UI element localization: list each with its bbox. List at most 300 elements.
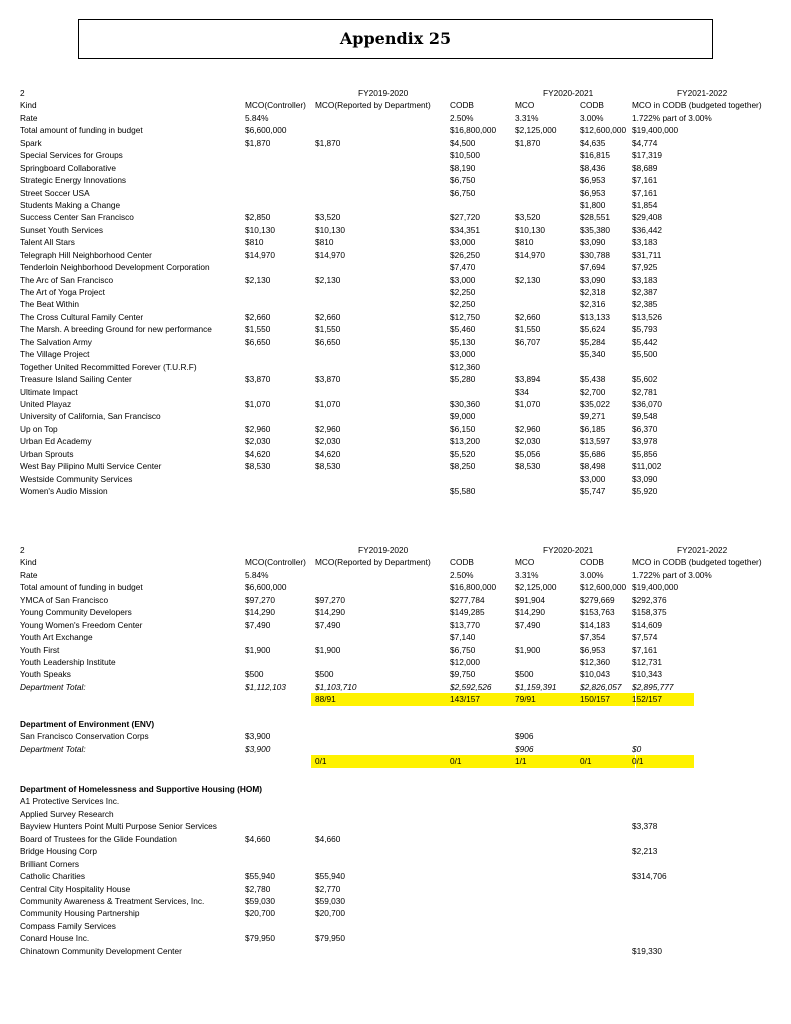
table-cell: A1 Protective Services Inc. — [20, 796, 120, 807]
table-cell: MCO(Controller) — [245, 557, 306, 568]
table-cell: $12,731 — [632, 656, 662, 667]
ratio-row — [20, 755, 780, 767]
table-cell: $14,970 — [515, 249, 545, 260]
table-cell: Together United Recommitted Forever (T.U.R.F) — [20, 361, 197, 372]
table-section-2 — [20, 544, 780, 706]
table-cell: Ultimate Impact — [20, 386, 78, 397]
table-cell: $3,870 — [315, 374, 341, 385]
table-cell: $2,213 — [632, 846, 658, 857]
table-row — [20, 423, 780, 435]
table-cell: $59,030 — [315, 895, 345, 906]
table-cell: 2 — [20, 88, 25, 98]
table-cell: $8,190 — [450, 162, 476, 173]
table-cell: $34 — [515, 386, 529, 397]
table-cell: Students Making a Change — [20, 199, 121, 210]
table-row — [20, 473, 780, 485]
table-cell: $6,750 — [450, 644, 476, 655]
table-cell: 1.722% part of 3.00% — [632, 569, 712, 580]
table-cell: $2,895,777 — [632, 681, 674, 692]
table-row — [20, 730, 780, 742]
table-cell: $11,002 — [632, 461, 662, 472]
table-row — [20, 945, 780, 957]
table-row — [20, 348, 780, 360]
table-cell: $97,270 — [315, 594, 345, 605]
table-cell: $14,290 — [515, 607, 545, 618]
table-row — [20, 619, 780, 631]
table-cell: $3,900 — [245, 743, 271, 754]
table-cell: $29,408 — [632, 212, 662, 223]
table-cell: 5.84% — [245, 569, 269, 580]
table-row — [20, 137, 780, 149]
table-row — [20, 895, 780, 907]
table-row — [20, 870, 780, 882]
table-cell: Youth Speaks — [20, 669, 71, 680]
table-cell: Bayview Hunters Point Multi Purpose Senior Services — [20, 821, 217, 832]
table-cell: $7,490 — [245, 619, 271, 630]
table-cell: $5,793 — [632, 324, 658, 335]
table-cell: $5,520 — [450, 448, 476, 459]
table-cell: $2,826,057 — [580, 681, 622, 692]
table-cell: FY2019-2020 — [358, 88, 409, 98]
table-cell: $59,030 — [245, 895, 275, 906]
table-cell: $1,870 — [315, 137, 341, 148]
table-cell: $3,183 — [632, 274, 658, 285]
table-cell: $79,950 — [315, 933, 345, 944]
table-row — [20, 556, 780, 568]
table-cell: $13,200 — [450, 436, 480, 447]
table-cell: $6,150 — [450, 423, 476, 434]
table-cell: Young Women's Freedom Center — [20, 619, 143, 630]
table-row — [20, 249, 780, 261]
table-cell: 0/1 — [632, 756, 644, 767]
table-cell: $3,378 — [632, 821, 658, 832]
table-cell: $9,000 — [450, 411, 476, 422]
table-cell: The Beat Within — [20, 299, 80, 310]
table-cell: The Arc of San Francisco — [20, 274, 114, 285]
table-cell: $2,318 — [580, 287, 606, 297]
table-cell: 88/91 — [315, 694, 336, 705]
table-cell: $3,894 — [515, 374, 541, 385]
table-cell: $810 — [315, 237, 334, 248]
table-cell: Spark — [20, 137, 42, 148]
table-cell: $19,400,000 — [632, 582, 679, 593]
table-cell: $7,354 — [580, 632, 606, 643]
table-cell: $3,090 — [580, 237, 606, 248]
table-cell: FY2021-2022 — [677, 88, 728, 98]
table-cell: Treasure Island Sailing Center — [20, 374, 132, 385]
table-cell: $8,250 — [450, 461, 476, 472]
table-cell: 0/1 — [450, 756, 462, 767]
table-cell: $153,763 — [580, 607, 615, 618]
table-cell: Sunset Youth Services — [20, 224, 104, 235]
table-cell: $6,185 — [580, 423, 606, 434]
table-cell: $5,460 — [450, 324, 476, 335]
table-cell: Compass Family Services — [20, 920, 116, 931]
table-cell: 0/1 — [580, 756, 592, 767]
table-cell: Department of Homelessness and Supportive Housing (HOM) — [20, 784, 263, 794]
ratio-row — [20, 693, 780, 705]
table-cell: $2,700 — [580, 386, 606, 397]
table-cell: $16,815 — [580, 150, 610, 161]
table-env — [20, 718, 780, 768]
table-cell: $12,360 — [450, 361, 480, 372]
table-cell: $8,498 — [580, 461, 606, 472]
table-cell: $6,370 — [632, 423, 658, 434]
table-cell: $14,609 — [632, 619, 662, 630]
table-cell: $1,550 — [515, 324, 541, 335]
table-cell: Youth Leadership Institute — [20, 656, 116, 667]
table-cell: $10,343 — [632, 669, 662, 680]
department-heading — [20, 718, 780, 730]
table-cell: $3,520 — [315, 212, 341, 223]
table-row — [20, 323, 780, 335]
table-cell: MCO — [515, 557, 535, 568]
table-cell: 3.31% — [515, 569, 539, 580]
table-cell: $10,043 — [580, 669, 610, 680]
table-cell: $5,500 — [632, 349, 658, 360]
table-cell: $2,960 — [245, 423, 271, 434]
table-cell: West Bay Pilipino Multi Service Center — [20, 461, 162, 472]
table-cell: $36,442 — [632, 224, 662, 235]
table-cell: $20,700 — [315, 908, 345, 919]
table-cell: $314,706 — [632, 871, 667, 882]
table-cell: $6,953 — [580, 644, 606, 655]
table-cell: $8,436 — [580, 162, 606, 173]
table-cell: $2,130 — [245, 274, 271, 285]
table-row — [20, 149, 780, 161]
table-cell: Bridge Housing Corp — [20, 846, 98, 857]
table-cell: Youth Art Exchange — [20, 632, 93, 643]
table-cell: Special Services for Groups — [20, 150, 123, 161]
table-row — [20, 311, 780, 323]
table-cell: MCO(Reported by Department) — [315, 557, 431, 568]
table-cell: $2,030 — [515, 436, 541, 447]
table-row — [20, 386, 780, 398]
table-cell: $2,125,000 — [515, 582, 557, 593]
table-cell: $906 — [515, 743, 534, 754]
table-cell: $1,159,391 — [515, 681, 557, 692]
table-cell: The Salvation Army — [20, 336, 92, 347]
table-cell: $5,284 — [580, 336, 606, 347]
table-cell: $4,660 — [245, 833, 271, 844]
table-cell: $4,620 — [245, 448, 271, 459]
table-cell: $3,870 — [245, 374, 271, 385]
table-cell: $2,770 — [315, 883, 341, 894]
table-cell: MCO in CODB (budgeted together) — [632, 100, 762, 111]
table-header-row — [20, 544, 780, 556]
table-cell: $12,000 — [450, 656, 480, 667]
table-row — [20, 883, 780, 895]
table-cell: Central City Hospitality House — [20, 883, 131, 894]
table-cell: FY2019-2020 — [358, 545, 409, 555]
table-cell: $5,624 — [580, 324, 606, 335]
table-cell: $20,700 — [245, 908, 275, 919]
table-cell: $2,130 — [515, 274, 541, 285]
table-cell: $2,250 — [450, 299, 476, 310]
table-row — [20, 795, 780, 807]
table-cell: Conard House Inc. — [20, 933, 90, 944]
table-row — [20, 224, 780, 236]
table-row — [20, 594, 780, 606]
table-cell: The Art of Yoga Project — [20, 287, 105, 297]
table-cell: $2,660 — [245, 311, 271, 322]
table-cell: $7,161 — [632, 187, 658, 198]
table-cell: $5,442 — [632, 336, 658, 347]
table-row — [20, 298, 780, 310]
department-total-row — [20, 681, 780, 693]
table-cell: $7,925 — [632, 262, 658, 273]
table-row — [20, 448, 780, 460]
table-row — [20, 373, 780, 385]
table-cell: Strategic Energy Innovations — [20, 175, 127, 186]
table-cell: $7,694 — [580, 262, 606, 273]
table-cell: $149,285 — [450, 607, 485, 618]
table-row — [20, 644, 780, 656]
table-cell: FY2021-2022 — [677, 545, 728, 555]
table-cell: $4,660 — [315, 833, 341, 844]
table-cell: $14,290 — [315, 607, 345, 618]
table-cell: $292,376 — [632, 594, 667, 605]
table-cell: $16,800,000 — [450, 125, 497, 136]
table-cell: 2 — [20, 545, 25, 555]
table-row — [20, 286, 780, 298]
table-cell: Chinatown Community Development Center — [20, 945, 182, 956]
table-cell: $55,940 — [245, 871, 275, 882]
table-row — [20, 668, 780, 680]
table-cell: $158,375 — [632, 607, 667, 618]
table-cell: $7,490 — [515, 619, 541, 630]
table-cell: San Francisco Conservation Corps — [20, 731, 149, 742]
table-cell: $2,781 — [632, 386, 658, 397]
table-cell: $6,650 — [245, 336, 271, 347]
table-cell: $2,125,000 — [515, 125, 557, 136]
table-cell: Westside Community Services — [20, 473, 133, 484]
table-cell: $36,070 — [632, 398, 662, 409]
table-cell: $30,788 — [580, 249, 610, 260]
table-cell: $7,161 — [632, 175, 658, 186]
table-cell: $7,470 — [450, 262, 476, 273]
table-cell: $810 — [245, 237, 264, 248]
table-cell: $35,380 — [580, 224, 610, 235]
table-cell: Catholic Charities — [20, 871, 86, 882]
table-cell: 79/91 — [515, 694, 536, 705]
table-row — [20, 820, 780, 832]
table-row — [20, 808, 780, 820]
table-cell: $13,770 — [450, 619, 480, 630]
table-cell: $6,750 — [450, 175, 476, 186]
table-cell: Telegraph Hill Neighborhood Center — [20, 249, 152, 260]
table-header-row — [20, 87, 780, 99]
table-cell: United Playaz — [20, 398, 72, 409]
table-cell: $1,112,103 — [245, 681, 286, 692]
table-section-1 — [20, 87, 780, 497]
table-cell: $5,747 — [580, 486, 606, 496]
table-cell: $2,030 — [245, 436, 271, 447]
table-cell: $1,550 — [315, 324, 341, 335]
table-cell: $7,574 — [632, 632, 658, 643]
table-cell: Total amount of funding in budget — [20, 125, 143, 136]
table-row — [20, 606, 780, 618]
table-cell: 0/1 — [315, 756, 327, 767]
table-cell: $13,597 — [580, 436, 610, 447]
table-cell: 150/157 — [580, 694, 610, 705]
table-cell: $17,319 — [632, 150, 662, 161]
table-cell: $30,360 — [450, 398, 480, 409]
table-row — [20, 410, 780, 422]
table-cell: 143/157 — [450, 694, 480, 705]
table-cell: $2,130 — [315, 274, 341, 285]
table-cell: $7,490 — [315, 619, 341, 630]
table-row — [20, 932, 780, 944]
table-cell: 3.00% — [580, 112, 604, 123]
table-cell: $97,270 — [245, 594, 275, 605]
table-row — [20, 833, 780, 845]
table-cell: $2,385 — [632, 299, 658, 310]
table-cell: 3.31% — [515, 112, 539, 123]
table-row — [20, 485, 780, 497]
table-cell: CODB — [450, 100, 474, 111]
table-cell: $79,950 — [245, 933, 275, 944]
table-cell: MCO — [515, 100, 535, 111]
table-cell: $3,000 — [450, 349, 476, 360]
table-row — [20, 211, 780, 223]
table-cell: Up on Top — [20, 423, 58, 434]
table-row — [20, 174, 780, 186]
table-row — [20, 907, 780, 919]
highlight-cell — [423, 755, 509, 767]
table-cell: $1,900 — [315, 644, 341, 655]
table-cell: Rate — [20, 569, 38, 580]
table-cell: CODB — [580, 100, 604, 111]
table-cell: $1,854 — [632, 199, 658, 210]
table-cell: Urban Sprouts — [20, 448, 74, 459]
table-cell: Applied Survey Research — [20, 808, 114, 819]
table-row — [20, 99, 780, 111]
table-cell: $5,920 — [632, 486, 658, 496]
table-cell: MCO(Reported by Department) — [315, 100, 431, 111]
table-cell: $10,130 — [315, 224, 345, 235]
table-cell: Women's Audio Mission — [20, 486, 108, 496]
table-cell: $5,856 — [632, 448, 658, 459]
table-cell: $28,551 — [580, 212, 610, 223]
table-cell: $2,960 — [515, 423, 541, 434]
table-row — [20, 569, 780, 581]
table-row — [20, 187, 780, 199]
table-cell: $2,660 — [315, 311, 341, 322]
table-cell: $26,250 — [450, 249, 480, 260]
table-cell: CODB — [580, 557, 604, 568]
table-cell: $4,500 — [450, 137, 476, 148]
table-cell: $12,600,000 — [580, 125, 627, 136]
table-cell: $3,000 — [450, 274, 476, 285]
table-cell: $4,635 — [580, 137, 606, 148]
table-cell: $55,940 — [315, 871, 345, 882]
table-cell: $6,707 — [515, 336, 541, 347]
table-cell: $27,720 — [450, 212, 480, 223]
table-cell: $2,316 — [580, 299, 606, 310]
table-cell: $12,750 — [450, 311, 480, 322]
table-cell: $1,870 — [515, 137, 541, 148]
table-cell: $14,970 — [245, 249, 275, 260]
table-cell: $6,600,000 — [245, 582, 287, 593]
table-cell: 5.84% — [245, 112, 269, 123]
table-cell: $8,530 — [245, 461, 271, 472]
table-cell: $5,438 — [580, 374, 606, 385]
table-row — [20, 845, 780, 857]
table-cell: $6,953 — [580, 187, 606, 198]
table-cell: $2,960 — [315, 423, 341, 434]
table-cell: CODB — [450, 557, 474, 568]
title-box — [78, 19, 713, 59]
department-total-row — [20, 743, 780, 755]
table-cell: Rate — [20, 112, 38, 123]
table-cell: Department of Environment (ENV) — [20, 719, 155, 729]
table-cell: $19,330 — [632, 945, 662, 956]
table-cell: $16,800,000 — [450, 582, 497, 593]
table-cell: $8,530 — [315, 461, 341, 472]
table-cell: $810 — [515, 237, 534, 248]
table-cell: Urban Ed Academy — [20, 436, 92, 447]
table-cell: University of California, San Francisco — [20, 411, 161, 422]
department-heading — [20, 783, 780, 795]
table-cell: $5,602 — [632, 374, 658, 385]
table-cell: $12,600,000 — [580, 582, 627, 593]
table-cell: $1,870 — [245, 137, 271, 148]
table-cell: $7,140 — [450, 632, 476, 643]
table-cell: $7,161 — [632, 644, 658, 655]
table-cell: $8,689 — [632, 162, 658, 173]
table-cell: YMCA of San Francisco — [20, 594, 109, 605]
table-row — [20, 435, 780, 447]
table-cell: Young Community Developers — [20, 607, 132, 618]
table-cell: Talent All Stars — [20, 237, 75, 248]
table-cell: FY2020-2021 — [543, 88, 594, 98]
table-cell: Board of Trustees for the Glide Foundation — [20, 833, 177, 844]
table-row — [20, 112, 780, 124]
table-cell: Springboard Collaborative — [20, 162, 116, 173]
table-cell: $9,548 — [632, 411, 658, 422]
table-cell: $1,900 — [245, 644, 271, 655]
table-cell: Success Center San Francisco — [20, 212, 134, 223]
table-cell: Department Total: — [20, 681, 86, 692]
table-cell: $3,090 — [632, 473, 658, 484]
table-cell: $2,387 — [632, 287, 658, 297]
table-cell: $3,000 — [580, 473, 606, 484]
table-cell: The Village Project — [20, 349, 90, 360]
table-row — [20, 398, 780, 410]
highlight-cell — [636, 755, 694, 767]
table-cell: 3.00% — [580, 569, 604, 580]
table-cell: $19,400,000 — [632, 125, 679, 136]
table-cell: $5,130 — [450, 336, 476, 347]
table-row — [20, 581, 780, 593]
table-cell: $1,550 — [245, 324, 271, 335]
table-cell: Community Awareness & Treatment Services, Inc. — [20, 895, 205, 906]
table-cell: Tenderloin Neighborhood Development Corporation — [20, 262, 210, 273]
table-row — [20, 858, 780, 870]
table-cell: 152/157 — [632, 694, 662, 705]
table-cell: MCO(Controller) — [245, 100, 306, 111]
table-cell: $34,351 — [450, 224, 480, 235]
table-cell: $4,620 — [315, 448, 341, 459]
table-row — [20, 336, 780, 348]
table-cell: $31,711 — [632, 249, 662, 260]
table-cell: $6,650 — [315, 336, 341, 347]
table-cell: $0 — [632, 743, 642, 754]
table-cell: 2.50% — [450, 112, 474, 123]
table-cell: $14,290 — [245, 607, 275, 618]
table-cell: $1,070 — [245, 398, 271, 409]
